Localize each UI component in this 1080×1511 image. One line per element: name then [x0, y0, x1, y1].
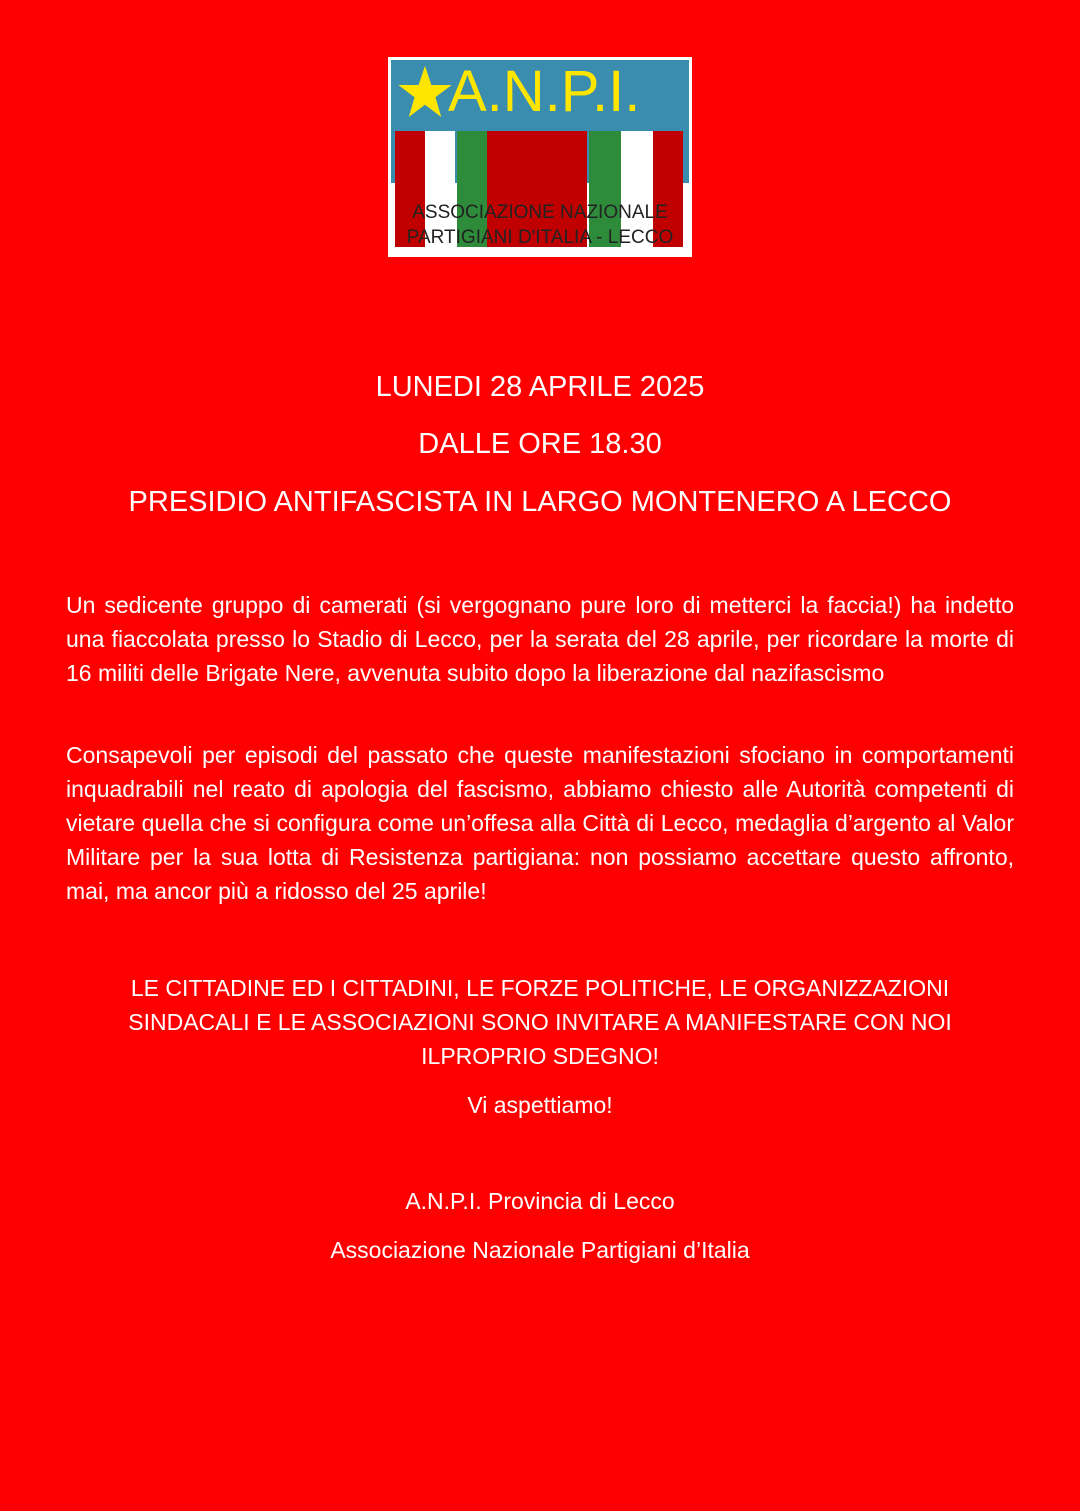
event-date: LUNEDI 28 APRILE 2025 [375, 371, 705, 403]
body-paragraph-1: Un sedicente gruppo di camerati (si vergognano pure loro di metterci la faccia!) ha indetto una fiaccolata presso lo Stadio di Lecco, per la serata del 28 aprile, per ricordare la morte di 16 militi delle Brigate Nere, avvenuta subito dopo la liberazione dal nazifascismo [66, 592, 1014, 686]
signature-line-2: Associazione Nazionale Partigiani d’Italia [330, 1237, 750, 1263]
logo-caption-line1: ASSOCIAZIONE NAZIONALE [412, 202, 668, 223]
logo-caption-line2: PARTIGIANI D'ITALIA - LECCO [406, 227, 674, 248]
anpi-logo [388, 57, 692, 257]
appeal-line-2: SINDACALI E LE ASSOCIAZIONI SONO INVITARE A MANIFESTARE CON NOI [128, 1009, 952, 1035]
body-paragraph-2: Consapevoli per episodi del passato che queste manifestazioni sfociano in comportamenti inquadrabili nel reato di apologia del fascismo, abbiamo chiesto alle Autorità competenti di vietare quella che si configura come un’offesa alla Città di Lecco, medaglia d’argento al Valor Militare per la sua lotta di Resistenza partigiana: non possiamo accettare questo affronto, mai, ma ancor più a ridosso del 25 aprile! [66, 742, 1014, 904]
event-time: DALLE ORE 18.30 [418, 428, 662, 460]
appeal-line-1: LE CITTADINE ED I CITTADINI, LE FORZE POLITICHE, LE ORGANIZZAZIONI [130, 975, 950, 1001]
appeal-closing: Vi aspettiamo! [467, 1092, 613, 1118]
appeal-line-3: ILPROPRIO SDEGNO! [421, 1043, 659, 1069]
signature-line-1: A.N.P.I. Provincia di Lecco [405, 1188, 675, 1214]
event-title: PRESIDIO ANTIFASCISTA IN LARGO MONTENERO A LECCO [128, 486, 952, 518]
logo-title: A.N.P.I. [448, 59, 641, 124]
star-icon [396, 63, 454, 121]
